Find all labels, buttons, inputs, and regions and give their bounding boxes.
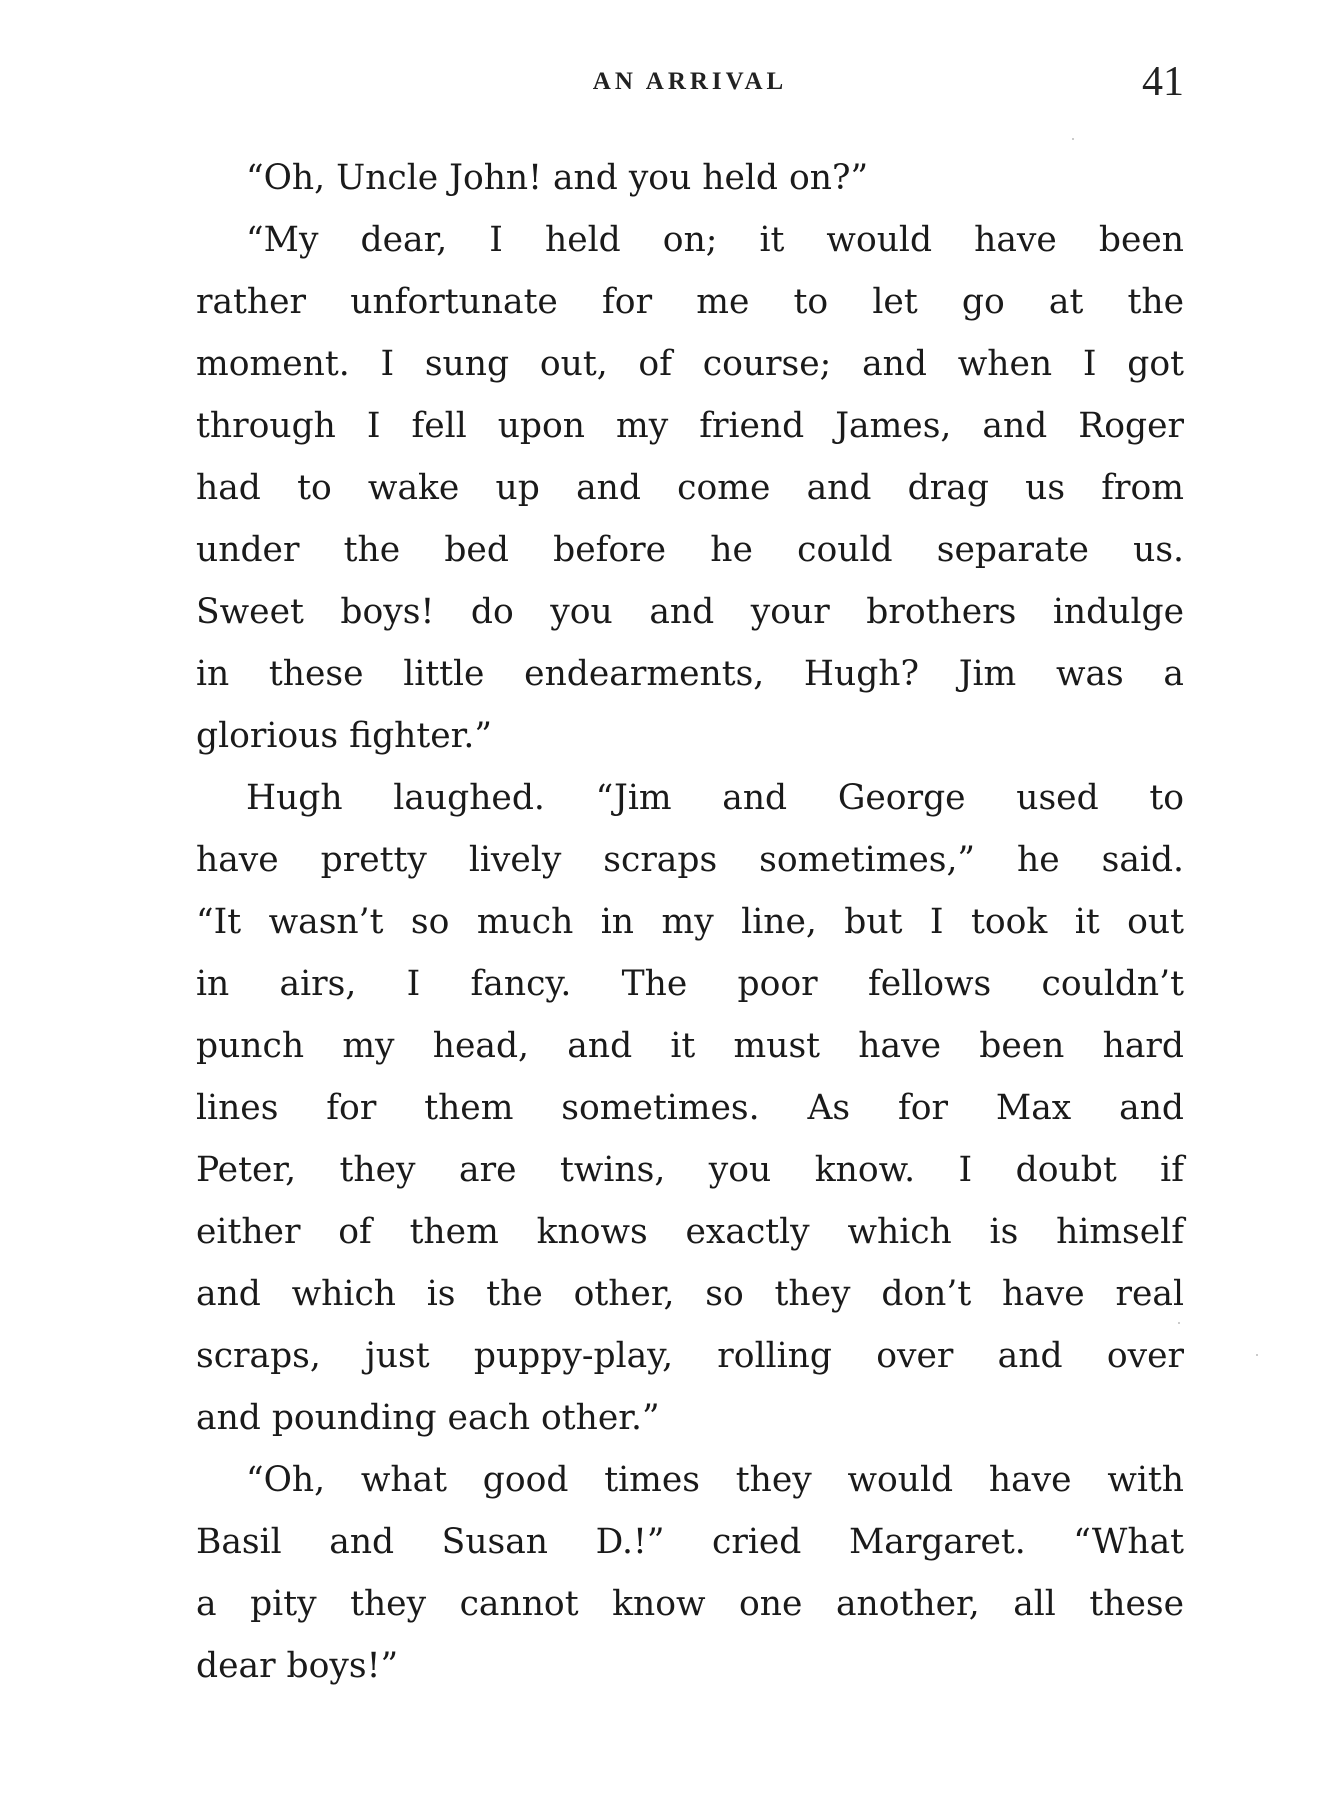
text-line: in these little endearments, Hugh? Jim was a (196, 654, 1184, 694)
text-line: dear boys!” (196, 1646, 399, 1686)
text-line: have pretty lively scraps sometimes,” he said. (196, 840, 1184, 880)
text-line: glorious fighter.” (196, 716, 492, 756)
text-line: Hugh laughed. “Jim and George used to (246, 778, 1184, 818)
text-line: under the bed before he could separate us. (196, 530, 1184, 570)
page-number: 41 (1142, 59, 1184, 105)
text-line: and which is the other, so they don’t have real (196, 1274, 1184, 1314)
text-line: “Oh, what good times they would have with (246, 1460, 1184, 1500)
paper-speck (1256, 1354, 1258, 1356)
paper-speck (1178, 1322, 1180, 1324)
text-line: “My dear, I held on; it would have been (246, 220, 1184, 260)
paper-speck (1072, 138, 1074, 140)
text-line: either of them knows exactly which is himself (196, 1212, 1184, 1252)
text-line: Sweet boys! do you and your brothers indulge (196, 592, 1184, 632)
text-line: “Oh, Uncle John! and you held on?” (246, 158, 869, 198)
text-line: a pity they cannot know one another, all these (196, 1584, 1184, 1624)
text-line: Basil and Susan D.!” cried Margaret. “What (196, 1522, 1184, 1562)
text-line: Peter, they are twins, you know. I doubt if (196, 1150, 1184, 1190)
text-line: scraps, just puppy-play, rolling over and over (196, 1336, 1184, 1376)
body-text (196, 147, 1184, 1697)
text-line: through I fell upon my friend James, and Roger (196, 406, 1184, 446)
text-line: rather unfortunate for me to let go at the (196, 282, 1184, 322)
text-line: lines for them sometimes. As for Max and (196, 1088, 1184, 1128)
running-title: AN ARRIVAL (592, 68, 788, 95)
text-line: had to wake up and come and drag us from (196, 468, 1184, 508)
text-line: in airs, I fancy. The poor fellows couldn’t (196, 964, 1184, 1004)
text-line: and pounding each other.” (196, 1398, 660, 1438)
running-head (196, 58, 1184, 118)
text-line: moment. I sung out, of course; and when I got (196, 344, 1184, 384)
text-line: “It wasn’t so much in my line, but I took it out (196, 902, 1184, 942)
text-line: punch my head, and it must have been hard (196, 1026, 1184, 1066)
